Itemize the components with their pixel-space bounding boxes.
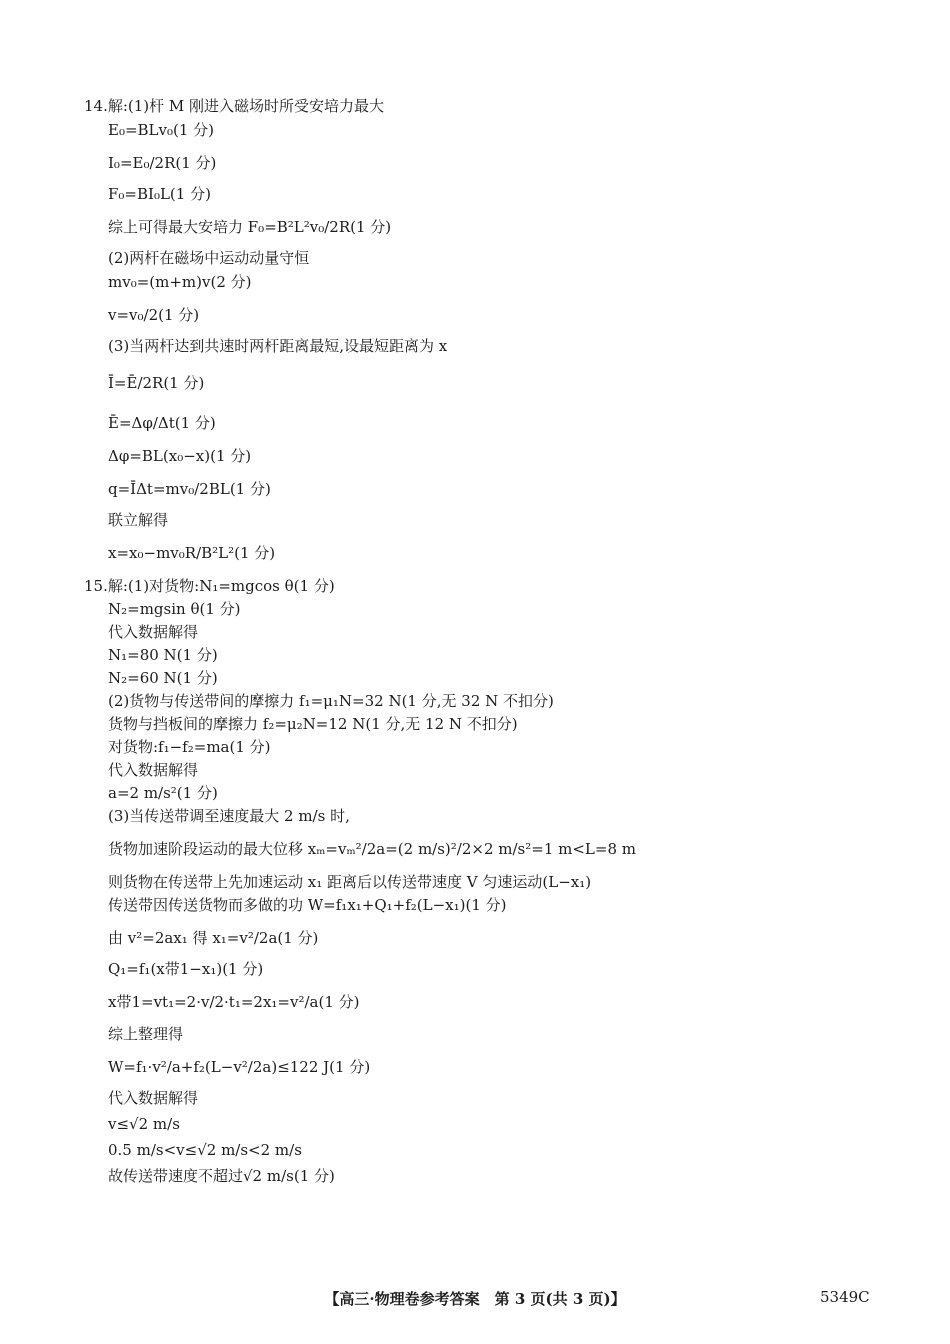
answer-line: 综上整理得 [108, 1025, 184, 1043]
answer-line: 故传送带速度不超过√2 m/s(1 分) [108, 1167, 335, 1185]
answer-line: F₀=BI₀L(1 分) [108, 185, 211, 203]
answer-line: N₁=80 N(1 分) [108, 646, 218, 664]
answer-line: 代入数据解得 [108, 623, 199, 641]
answer-line: (2)货物与传送带间的摩擦力 f₁=μ₁N=32 N(1 分,无 32 N 不扣分) [108, 692, 554, 710]
answer-line: x带1=vt₁=2·v/2·t₁=2x₁=v²/a(1 分) [108, 993, 360, 1011]
answer-line: N₂=60 N(1 分) [108, 669, 218, 687]
answer-line: v≤√2 m/s [108, 1115, 180, 1133]
answer-line: 综上可得最大安培力 F₀=B²L²v₀/2R(1 分) [108, 218, 392, 236]
page-footer-code: 5349C [820, 1288, 870, 1306]
answer-line: 由 v²=2ax₁ 得 x₁=v²/2a(1 分) [108, 929, 319, 947]
answer-line: 则货物在传送带上先加速运动 x₁ 距离后以传送带速度 V 匀速运动(L−x₁) [108, 873, 592, 891]
answer-line: Q₁=f₁(x带1−x₁)(1 分) [108, 960, 264, 978]
answer-line: Ī=Ē/2R(1 分) [108, 374, 205, 392]
answer-line: 对货物:f₁−f₂=ma(1 分) [108, 738, 271, 756]
answer-line: 货物加速阶段运动的最大位移 xₘ=vₘ²/2a=(2 m/s)²/2×2 m/s²=1 m<L=8 m [108, 840, 636, 858]
answer-line: 0.5 m/s<v≤√2 m/s<2 m/s [108, 1141, 302, 1159]
answer-line: Ē=Δφ/Δt(1 分) [108, 414, 216, 432]
answer-line: W=f₁·v²/a+f₂(L−v²/2a)≤122 J(1 分) [108, 1058, 371, 1076]
answer-line: Δφ=BL(x₀−x)(1 分) [108, 447, 252, 465]
page-footer-title: 【高三·物理卷参考答案 第 3 页(共 3 页)】 [324, 1290, 626, 1308]
answer-line: (2)两杆在磁场中运动动量守恒 [108, 249, 310, 267]
answer-line: 14.解:(1)杆 M 刚进入磁场时所受安培力最大 [84, 97, 385, 115]
answer-line: N₂=mgsin θ(1 分) [108, 600, 241, 618]
answer-line: I₀=E₀/2R(1 分) [108, 154, 217, 172]
answer-line: 代入数据解得 [108, 761, 199, 779]
answer-line: a=2 m/s²(1 分) [108, 784, 218, 802]
answer-line: (3)当两杆达到共速时两杆距离最短,设最短距离为 x [108, 337, 448, 355]
answer-line: x=x₀−mv₀R/B²L²(1 分) [108, 544, 276, 562]
answer-line: 15.解:(1)对货物:N₁=mgcos θ(1 分) [84, 577, 335, 595]
answer-line: v=v₀/2(1 分) [108, 306, 200, 324]
answer-line: mv₀=(m+m)v(2 分) [108, 273, 252, 291]
answer-line: (3)当传送带调至速度最大 2 m/s 时, [108, 807, 350, 825]
answer-line: E₀=BLv₀(1 分) [108, 121, 215, 139]
answer-line: 联立解得 [108, 511, 169, 529]
answer-line: 代入数据解得 [108, 1089, 199, 1107]
answer-line: q=ĪΔt=mv₀/2BL(1 分) [108, 480, 271, 498]
answer-line: 货物与挡板间的摩擦力 f₂=μ₂N=12 N(1 分,无 12 N 不扣分) [108, 715, 518, 733]
answer-line: 传送带因传送货物而多做的功 W=f₁x₁+Q₁+f₂(L−x₁)(1 分) [108, 896, 507, 914]
